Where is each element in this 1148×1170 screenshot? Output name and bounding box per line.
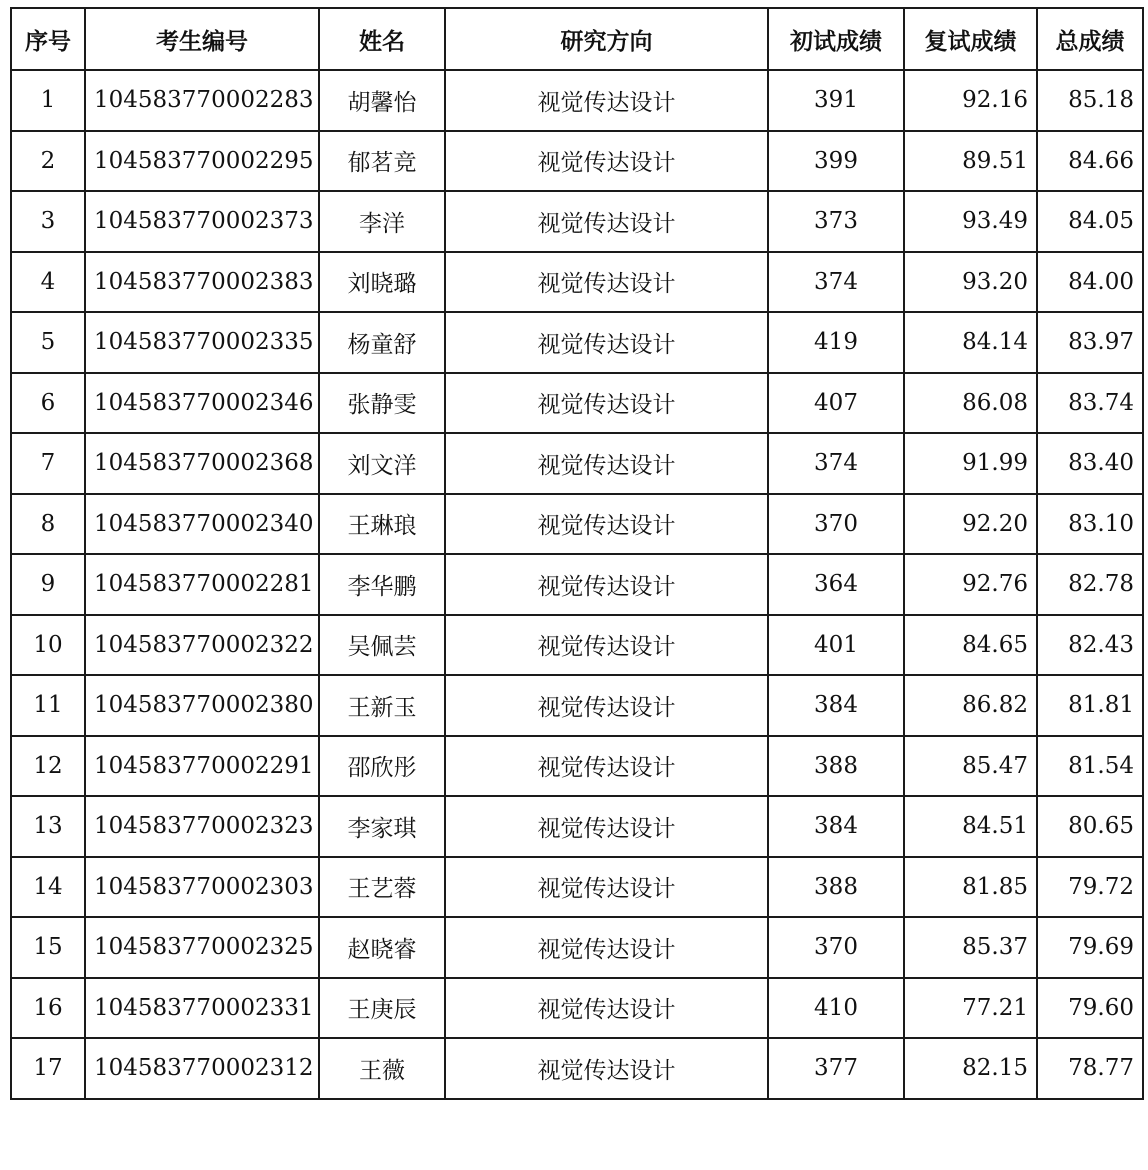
table-row xyxy=(11,736,1143,797)
cell-total-score: 79.60 xyxy=(1037,978,1143,1039)
header-name: 姓名 xyxy=(319,8,445,70)
cell-candidate-id: 104583770002383 xyxy=(85,252,319,313)
cell-direction: 视觉传达设计 xyxy=(445,736,768,797)
cell-name: 吴佩芸 xyxy=(319,615,445,676)
cell-retest-score: 84.51 xyxy=(904,796,1037,857)
table-row xyxy=(11,70,1143,131)
table-row xyxy=(11,554,1143,615)
cell-prelim-score: 388 xyxy=(768,857,904,918)
cell-no: 2 xyxy=(11,131,85,192)
cell-no: 16 xyxy=(11,978,85,1039)
cell-retest-score: 86.08 xyxy=(904,373,1037,434)
table-row xyxy=(11,252,1143,313)
cell-name: 王琳琅 xyxy=(319,494,445,555)
table-row xyxy=(11,615,1143,676)
cell-retest-score: 93.20 xyxy=(904,252,1037,313)
cell-candidate-id: 104583770002331 xyxy=(85,978,319,1039)
cell-no: 13 xyxy=(11,796,85,857)
table-row xyxy=(11,191,1143,252)
cell-total-score: 78.77 xyxy=(1037,1038,1143,1099)
cell-total-score: 84.66 xyxy=(1037,131,1143,192)
cell-prelim-score: 370 xyxy=(768,917,904,978)
cell-retest-score: 77.21 xyxy=(904,978,1037,1039)
cell-no: 14 xyxy=(11,857,85,918)
cell-total-score: 83.40 xyxy=(1037,433,1143,494)
cell-prelim-score: 377 xyxy=(768,1038,904,1099)
cell-prelim-score: 401 xyxy=(768,615,904,676)
cell-retest-score: 85.47 xyxy=(904,736,1037,797)
cell-prelim-score: 419 xyxy=(768,312,904,373)
cell-candidate-id: 104583770002346 xyxy=(85,373,319,434)
cell-retest-score: 92.76 xyxy=(904,554,1037,615)
cell-direction: 视觉传达设计 xyxy=(445,131,768,192)
cell-direction: 视觉传达设计 xyxy=(445,373,768,434)
cell-direction: 视觉传达设计 xyxy=(445,554,768,615)
cell-candidate-id: 104583770002380 xyxy=(85,675,319,736)
cell-no: 3 xyxy=(11,191,85,252)
cell-direction: 视觉传达设计 xyxy=(445,433,768,494)
cell-total-score: 82.78 xyxy=(1037,554,1143,615)
table-row xyxy=(11,978,1143,1039)
cell-retest-score: 85.37 xyxy=(904,917,1037,978)
header-candidate-id: 考生编号 xyxy=(85,8,319,70)
cell-total-score: 81.54 xyxy=(1037,736,1143,797)
cell-name: 刘晓璐 xyxy=(319,252,445,313)
cell-prelim-score: 391 xyxy=(768,70,904,131)
header-prelim-score: 初试成绩 xyxy=(768,8,904,70)
cell-no: 11 xyxy=(11,675,85,736)
cell-no: 5 xyxy=(11,312,85,373)
table-row xyxy=(11,1038,1143,1099)
cell-candidate-id: 104583770002373 xyxy=(85,191,319,252)
cell-total-score: 85.18 xyxy=(1037,70,1143,131)
cell-no: 17 xyxy=(11,1038,85,1099)
cell-prelim-score: 364 xyxy=(768,554,904,615)
table-body xyxy=(11,70,1143,1099)
cell-no: 12 xyxy=(11,736,85,797)
cell-candidate-id: 104583770002291 xyxy=(85,736,319,797)
cell-total-score: 84.00 xyxy=(1037,252,1143,313)
cell-total-score: 80.65 xyxy=(1037,796,1143,857)
cell-name: 郁茗竞 xyxy=(319,131,445,192)
cell-retest-score: 84.14 xyxy=(904,312,1037,373)
cell-no: 6 xyxy=(11,373,85,434)
cell-name: 胡馨怡 xyxy=(319,70,445,131)
cell-name: 王新玉 xyxy=(319,675,445,736)
cell-direction: 视觉传达设计 xyxy=(445,917,768,978)
cell-direction: 视觉传达设计 xyxy=(445,615,768,676)
cell-candidate-id: 104583770002340 xyxy=(85,494,319,555)
score-table xyxy=(10,7,1144,1100)
cell-direction: 视觉传达设计 xyxy=(445,857,768,918)
cell-direction: 视觉传达设计 xyxy=(445,978,768,1039)
cell-prelim-score: 410 xyxy=(768,978,904,1039)
cell-name: 李华鹏 xyxy=(319,554,445,615)
cell-prelim-score: 384 xyxy=(768,796,904,857)
cell-total-score: 83.97 xyxy=(1037,312,1143,373)
cell-name: 张静雯 xyxy=(319,373,445,434)
cell-total-score: 79.69 xyxy=(1037,917,1143,978)
cell-prelim-score: 399 xyxy=(768,131,904,192)
header-no: 序号 xyxy=(11,8,85,70)
header-row xyxy=(11,8,1143,70)
table-row xyxy=(11,857,1143,918)
cell-candidate-id: 104583770002295 xyxy=(85,131,319,192)
cell-direction: 视觉传达设计 xyxy=(445,252,768,313)
cell-candidate-id: 104583770002303 xyxy=(85,857,319,918)
cell-direction: 视觉传达设计 xyxy=(445,312,768,373)
cell-no: 8 xyxy=(11,494,85,555)
cell-name: 邵欣彤 xyxy=(319,736,445,797)
cell-total-score: 79.72 xyxy=(1037,857,1143,918)
cell-total-score: 84.05 xyxy=(1037,191,1143,252)
table-row xyxy=(11,675,1143,736)
cell-name: 赵晓睿 xyxy=(319,917,445,978)
cell-direction: 视觉传达设计 xyxy=(445,494,768,555)
cell-retest-score: 92.16 xyxy=(904,70,1037,131)
cell-name: 刘文洋 xyxy=(319,433,445,494)
cell-candidate-id: 104583770002312 xyxy=(85,1038,319,1099)
cell-no: 10 xyxy=(11,615,85,676)
cell-total-score: 82.43 xyxy=(1037,615,1143,676)
cell-no: 1 xyxy=(11,70,85,131)
cell-prelim-score: 388 xyxy=(768,736,904,797)
cell-retest-score: 89.51 xyxy=(904,131,1037,192)
cell-name: 王薇 xyxy=(319,1038,445,1099)
table-row xyxy=(11,494,1143,555)
cell-retest-score: 92.20 xyxy=(904,494,1037,555)
cell-prelim-score: 407 xyxy=(768,373,904,434)
cell-direction: 视觉传达设计 xyxy=(445,796,768,857)
table-row xyxy=(11,433,1143,494)
cell-retest-score: 86.82 xyxy=(904,675,1037,736)
cell-prelim-score: 370 xyxy=(768,494,904,555)
cell-candidate-id: 104583770002322 xyxy=(85,615,319,676)
cell-retest-score: 93.49 xyxy=(904,191,1037,252)
cell-name: 李家琪 xyxy=(319,796,445,857)
cell-candidate-id: 104583770002283 xyxy=(85,70,319,131)
cell-direction: 视觉传达设计 xyxy=(445,191,768,252)
cell-candidate-id: 104583770002325 xyxy=(85,917,319,978)
cell-candidate-id: 104583770002368 xyxy=(85,433,319,494)
table-row xyxy=(11,312,1143,373)
cell-no: 7 xyxy=(11,433,85,494)
cell-total-score: 83.10 xyxy=(1037,494,1143,555)
cell-prelim-score: 374 xyxy=(768,433,904,494)
table-header xyxy=(11,8,1143,70)
cell-prelim-score: 373 xyxy=(768,191,904,252)
table-row xyxy=(11,373,1143,434)
cell-total-score: 83.74 xyxy=(1037,373,1143,434)
cell-no: 9 xyxy=(11,554,85,615)
table-row xyxy=(11,131,1143,192)
table-row xyxy=(11,796,1143,857)
cell-name: 杨童舒 xyxy=(319,312,445,373)
cell-prelim-score: 384 xyxy=(768,675,904,736)
cell-direction: 视觉传达设计 xyxy=(445,1038,768,1099)
cell-no: 15 xyxy=(11,917,85,978)
header-direction: 研究方向 xyxy=(445,8,768,70)
cell-direction: 视觉传达设计 xyxy=(445,675,768,736)
cell-total-score: 81.81 xyxy=(1037,675,1143,736)
cell-prelim-score: 374 xyxy=(768,252,904,313)
cell-retest-score: 91.99 xyxy=(904,433,1037,494)
cell-no: 4 xyxy=(11,252,85,313)
cell-candidate-id: 104583770002323 xyxy=(85,796,319,857)
cell-retest-score: 84.65 xyxy=(904,615,1037,676)
table-row xyxy=(11,917,1143,978)
cell-direction: 视觉传达设计 xyxy=(445,70,768,131)
header-retest-score: 复试成绩 xyxy=(904,8,1037,70)
cell-retest-score: 82.15 xyxy=(904,1038,1037,1099)
cell-retest-score: 81.85 xyxy=(904,857,1037,918)
cell-name: 李洋 xyxy=(319,191,445,252)
cell-candidate-id: 104583770002335 xyxy=(85,312,319,373)
cell-name: 王庚辰 xyxy=(319,978,445,1039)
cell-name: 王艺蓉 xyxy=(319,857,445,918)
header-total-score: 总成绩 xyxy=(1037,8,1143,70)
cell-candidate-id: 104583770002281 xyxy=(85,554,319,615)
